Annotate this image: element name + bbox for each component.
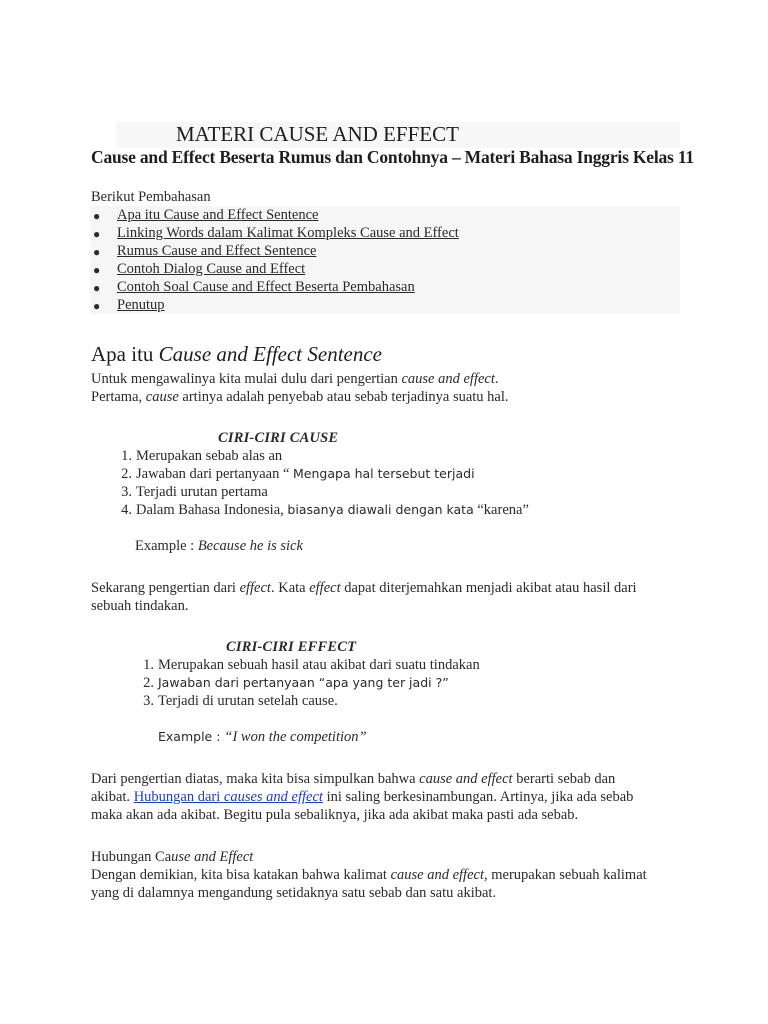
toc-item-2[interactable] (93, 225, 459, 242)
section-heading: Apa itu Cause and Effect Sentence (91, 342, 382, 366)
relation-line-2: yang di dalamnya mengandung setidaknya satu sebab dan satu akibat. (91, 885, 497, 901)
effect-item-1: 1. Merupakan sebuah hasil atau akibat dari suatu tindakan (143, 657, 480, 673)
effect-item-2: 2. Jawaban dari pertanyaan “apa yang ter jadi ?” (143, 675, 449, 691)
effect-example: Example : “I won the competition” (158, 729, 367, 745)
effect-intro-line-2: sebuah tindakan. (91, 598, 189, 614)
effect-item-3: 3. Terjadi di urutan setelah cause. (143, 693, 338, 709)
bullet-icon: ● (93, 281, 101, 295)
cause-item-3: 3. Terjadi urutan pertama (121, 484, 268, 500)
toc-link[interactable]: Apa itu Cause and Effect Sentence (117, 207, 319, 223)
cause-heading: CIRI-CIRI CAUSE (218, 430, 339, 446)
bullet-icon: ● (93, 227, 101, 241)
conclusion-line-1: Dari pengertian diatas, maka kita bisa simpulkan bahwa cause and effect berarti sebab dan (91, 771, 616, 787)
effect-heading: CIRI-CIRI EFFECT (226, 639, 357, 655)
toc-item-4[interactable] (93, 261, 306, 278)
toc-link[interactable]: Linking Words dalam Kalimat Kompleks Cause and Effect (117, 225, 459, 241)
hubungan-link[interactable]: Hubungan dari causes and effect (133, 789, 323, 805)
bullet-icon: ● (93, 299, 101, 313)
toc-link[interactable]: Contoh Soal Cause and Effect Beserta Pembahasan (117, 279, 415, 295)
toc-link[interactable]: Contoh Dialog Cause and Effect (117, 261, 306, 277)
page-title: MATERI CAUSE AND EFFECT (176, 122, 459, 146)
page-subtitle: Cause and Effect Beserta Rumus dan Contohnya – Materi Bahasa Inggris Kelas 11 (91, 147, 694, 167)
bullet-icon: ● (93, 263, 101, 277)
toc-intro: Berikut Pembahasan (91, 189, 211, 205)
paragraph-definition-1: Untuk mengawalinya kita mulai dulu dari pengertian cause and effect. (91, 371, 499, 387)
toc-link[interactable]: Penutup (117, 297, 165, 313)
bullet-icon: ● (93, 209, 101, 223)
relation-heading: Hubungan Cause and Effect (91, 849, 254, 865)
cause-item-2: 2. Jawaban dari pertanyaan “ Mengapa hal tersebut terjadi (121, 466, 475, 482)
toc-item-6[interactable] (93, 297, 165, 314)
relation-line-1: Dengan demikian, kita bisa katakan bahwa kalimat cause and effect, merupakan sebuah kalimat (91, 867, 647, 883)
conclusion-line-3: maka akan ada akibat. Begitu pula sebaliknya, jika ada akibat maka pasti ada sebab. (91, 807, 579, 823)
effect-intro-line-1: Sekarang pengertian dari effect. Kata effect dapat diterjemahkan menjadi akibat atau hasil dari (91, 580, 637, 596)
toc-link[interactable]: Rumus Cause and Effect Sentence (117, 243, 317, 259)
bullet-icon: ● (93, 245, 101, 259)
toc-item-5[interactable] (93, 279, 415, 296)
cause-item-4: 4. Dalam Bahasa Indonesia, biasanya diawali dengan kata “karena” (121, 502, 529, 518)
cause-example: Example : Because he is sick (135, 538, 303, 554)
toc-item-1[interactable] (93, 207, 319, 224)
cause-item-1: 1. Merupakan sebab alas an (121, 448, 283, 464)
conclusion-line-2: akibat. Hubungan dari causes and effect ini saling berkesinambungan. Artinya, jika ada sebab (91, 789, 634, 805)
paragraph-definition-2: Pertama, cause artinya adalah penyebab atau sebab terjadinya suatu hal. (91, 389, 509, 405)
toc-item-3[interactable] (93, 243, 317, 260)
